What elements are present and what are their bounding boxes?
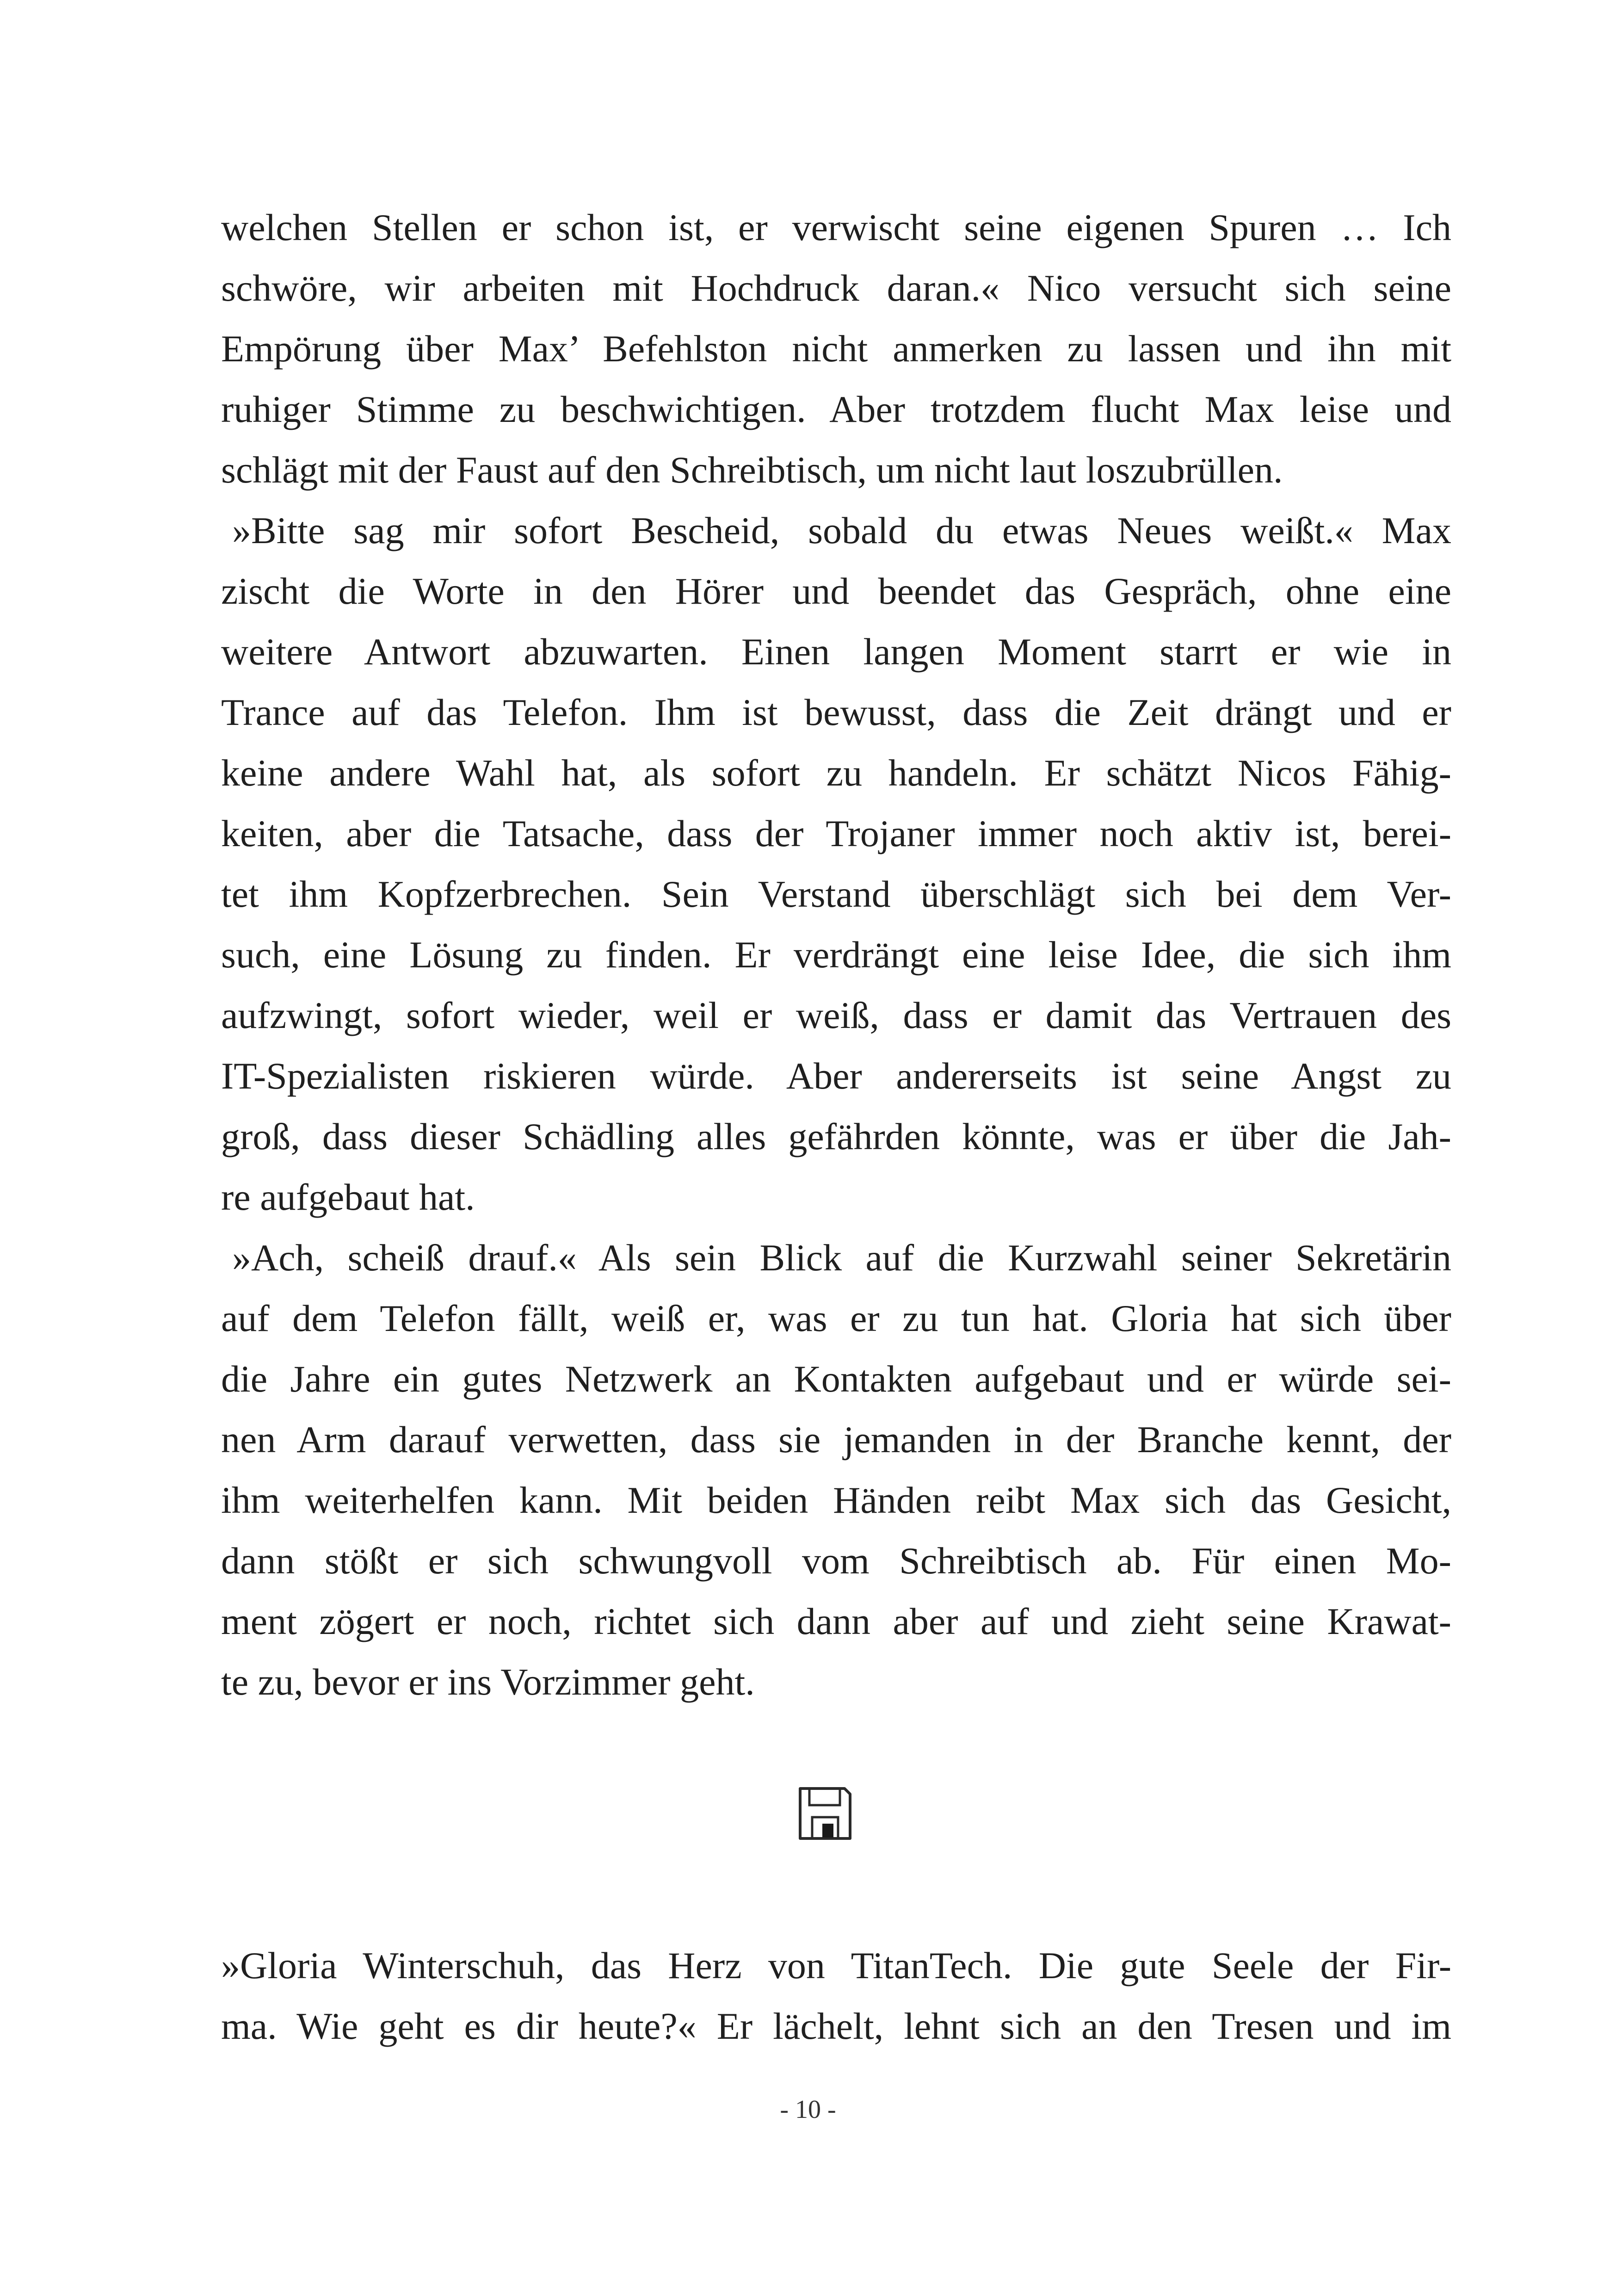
page-number: - 10 - [780,2095,836,2124]
text-line: Trance auf das Telefon. Ihm ist bewusst, dass die Zeit drängt und er [221,691,1451,733]
text-line: ihm weiterhelfen kann. Mit beiden Händen reibt Max sich das Gesicht, [221,1479,1451,1521]
text-line: ma. Wie geht es dir heute?« Er lächelt, lehnt sich an den Tresen und im [221,2005,1451,2047]
text-line: groß, dass dieser Schädling alles gefährden könnte, was er über die Jah- [221,1115,1451,1157]
text-line: Empörung über Max’ Befehlston nicht anmerken zu lassen und ihn mit [221,328,1451,370]
text-line: schlägt mit der Faust auf den Schreibtisch, um nicht laut loszubrüllen. [221,449,1283,491]
text-line: schwöre, wir arbeiten mit Hochdruck daran.« Nico versucht sich seine [221,267,1451,309]
text-line: welchen Stellen er schon ist, er verwischt seine eigenen Spuren … Ich [221,206,1451,248]
text-line: die Jahre ein gutes Netzwerk an Kontakten aufgebaut und er würde sei- [221,1358,1451,1400]
text-line: zischt die Worte in den Hörer und beendet das Gespräch, ohne eine [221,570,1451,612]
text-line: aufzwingt, sofort wieder, weil er weiß, dass er damit das Vertrauen des [221,994,1451,1036]
text-line: tet ihm Kopfzerbrechen. Sein Verstand überschlägt sich bei dem Ver- [221,873,1451,915]
text-block-2 [221,1935,1451,2056]
text-line: ment zögert er noch, richtet sich dann aber auf und zieht seine Krawat- [221,1600,1451,1642]
text-line: dann stößt er sich schwungvoll vom Schreibtisch ab. Für einen Mo- [221,1540,1451,1582]
text-line: IT-Spezialisten riskieren würde. Aber andererseits ist seine Angst zu [221,1055,1451,1097]
text-line: »Bitte sag mir sofort Bescheid, sobald du etwas Neues weißt.« Max [232,509,1451,551]
text-block-1 [221,197,1451,1712]
text-line: auf dem Telefon fällt, weiß er, was er zu tun hat. Gloria hat sich über [221,1297,1451,1339]
text-line: weitere Antwort abzuwarten. Einen langen Moment starrt er wie in [221,631,1451,673]
text-line: »Ach, scheiß drauf.« Als sein Blick auf die Kurzwahl seiner Sekretärin [232,1237,1451,1279]
text-line: te zu, bevor er ins Vorzimmer geht. [221,1661,755,1703]
text-line: »Gloria Winterschuh, das Herz von TitanTech. Die gute Seele der Fir- [221,1944,1451,1987]
text-line: such, eine Lösung zu finden. Er verdrängt eine leise Idee, die sich ihm [221,934,1451,976]
text-line: ruhiger Stimme zu beschwichtigen. Aber trotzdem flucht Max leise und [221,388,1451,430]
text-line: re aufgebaut hat. [221,1176,475,1218]
text-line: keiten, aber die Tatsache, dass der Trojaner immer noch aktiv ist, berei- [221,812,1451,854]
floppy-disk-icon [796,1785,854,1842]
text-line: nen Arm darauf verwetten, dass sie jemanden in der Branche kennt, der [221,1418,1451,1461]
text-line: keine andere Wahl hat, als sofort zu handeln. Er schätzt Nicos Fähig- [221,752,1451,794]
